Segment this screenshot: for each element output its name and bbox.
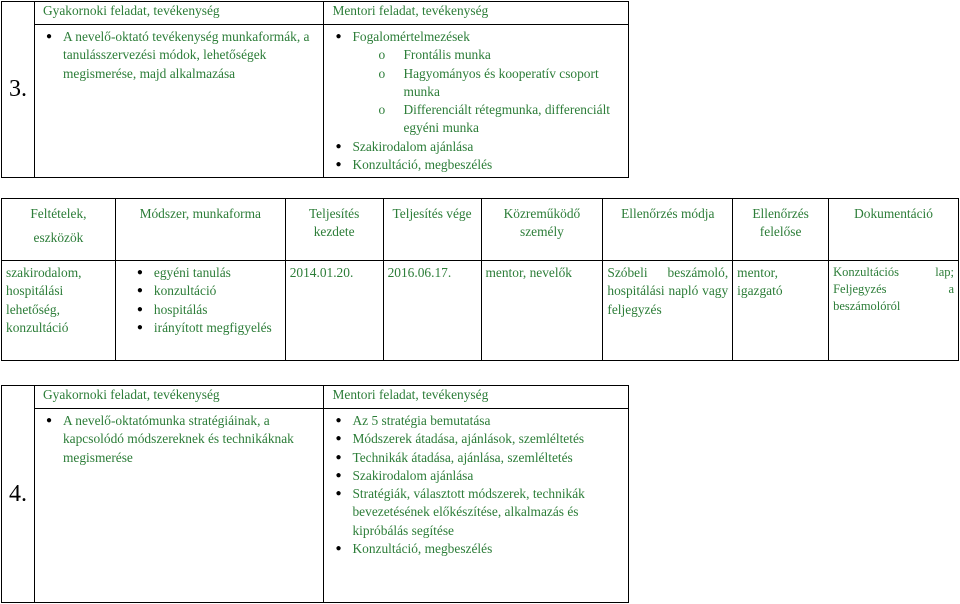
list-item: ● Módszerek átadása, ajánlások, szemléltetés <box>328 430 624 448</box>
header-vege: Teljesítés vége <box>383 199 481 261</box>
block-3-mentor-cell <box>324 25 629 178</box>
block-4-mentee-cell <box>34 409 324 603</box>
cell-felelose: mentor, igazgató <box>733 261 829 361</box>
sublist-item: o Hagyományos és kooperatív csoport munka <box>328 65 624 102</box>
list-item: ● Fogalomértelmezések o Frontális munka o Hagyományos és kooperatív csoport munka o Differenciált rétegmunka, differenciált egyéni munka <box>328 28 624 138</box>
list-item: ● hospitálás <box>130 301 281 319</box>
header-szemely: Közreműködő személy <box>481 199 603 261</box>
list-item: ● Konzultáció, megbeszélés <box>328 540 624 558</box>
list-item: ● Szakirodalom ajánlása <box>328 138 624 156</box>
cell-vege: 2016.06.17. <box>383 261 481 361</box>
list-item: ● Az 5 stratégia bemutatása <box>328 412 624 430</box>
cell-modja: Szóbeli beszámoló, hospitálási napló vagy feljegyzés <box>603 261 733 361</box>
header-dokumentacio: Dokumentáció <box>829 199 959 261</box>
sublist-item: o Differenciált rétegmunka, differenciált egyéni munka <box>328 101 624 138</box>
list-item: ● A nevelő-oktatómunka stratégiáinak, a kapcsolódó módszereknek és technikáknak megismerése <box>39 412 320 467</box>
block-3-sublist <box>328 46 624 137</box>
list-item: ● Stratégiák, választott módszerek, technikák bevezetésének előkészítése, alkalmazás és kipróbálás segítése <box>328 485 624 540</box>
block-3-mentor-list <box>328 28 624 174</box>
block-3-number: 3. <box>2 2 35 178</box>
list-item: ● irányított megfigyelés <box>130 319 281 337</box>
header-feltetelek: Feltételek, eszközök <box>2 199 116 261</box>
sublist-item: o Frontális munka <box>328 46 624 64</box>
conditions-table <box>1 198 959 361</box>
block-4-table <box>1 385 629 603</box>
block-4-number: 4. <box>2 386 35 603</box>
method-list <box>130 264 281 337</box>
list-item: ● A nevelő-oktató tevékenység munkaformák, a tanulásszervezési módok, lehetőségek megismerése, majd alkalmazása <box>39 28 319 83</box>
block-4-mentor-header: Mentori feladat, tevékenység <box>324 386 629 409</box>
cell-modszer <box>115 261 285 361</box>
header-modszer: Módszer, munkaforma <box>115 199 285 261</box>
cell-feltetelek: szakirodalom, hospitálási lehetőség, konzultáció <box>2 261 116 361</box>
block-4-mentor-cell <box>324 409 629 603</box>
header-modja: Ellenőrzés módja <box>603 199 733 261</box>
cell-kezdete: 2014.01.20. <box>285 261 383 361</box>
list-item: ● Konzultáció, megbeszélés <box>328 156 624 174</box>
list-item: ● egyéni tanulás <box>130 264 281 282</box>
block-3-table <box>1 1 629 178</box>
cell-szemely: mentor, nevelők <box>481 261 603 361</box>
block-4-mentor-list <box>328 412 624 558</box>
list-item: ● Technikák átadása, ajánlása, szemléltetés <box>328 449 624 467</box>
header-felelose: Ellenőrzés felelőse <box>733 199 829 261</box>
block-3-mentee-cell <box>34 25 323 178</box>
block-3-mentor-header: Mentori feladat, tevékenység <box>324 2 629 25</box>
block-3-mentee-header: Gyakornoki feladat, tevékenység <box>34 2 323 25</box>
block-3-mentee-list <box>39 28 319 83</box>
cell-dokumentacio: Konzultációs lap; Feljegyzés a beszámolóról <box>829 261 959 361</box>
list-item: ● Szakirodalom ajánlása <box>328 467 624 485</box>
header-kezdete: Teljesítés kezdete <box>285 199 383 261</box>
block-4-mentee-header: Gyakornoki feladat, tevékenység <box>34 386 324 409</box>
block-4-mentee-list <box>39 412 320 467</box>
list-item: ● konzultáció <box>130 282 281 300</box>
